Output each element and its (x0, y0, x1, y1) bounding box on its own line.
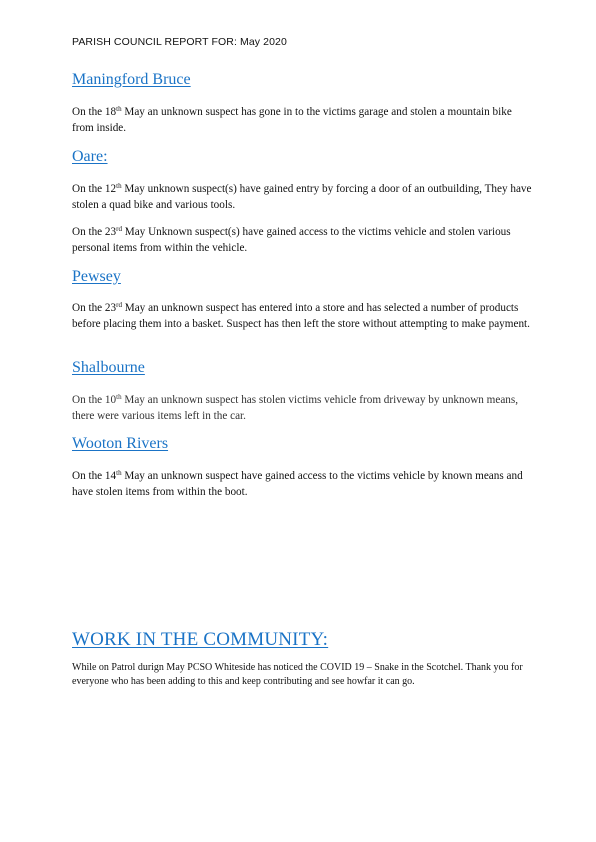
section-heading-community: WORK IN THE COMMUNITY: (72, 629, 329, 650)
incident-paragraph: On the 23rd May an unknown suspect has entered into a store and has selected a number of products before placing them into a basket. Suspect has then left the store without attempting to make payment. (72, 301, 530, 330)
incident-paragraph: On the 12th May unknown suspect(s) have gained entry by forcing a door of an outbuilding, They have stolen a quad bike and various tools. (72, 182, 532, 211)
community-paragraph: While on Patrol durign May PCSO Whiteside has noticed the COVID 19 – Snake in the Scotchel. Thank you for everyone who has been adding to this and keep contributing and see howfar it can go. (72, 662, 523, 687)
section-heading-shalbourne: Shalbourne (72, 359, 145, 376)
section-heading-oare: Oare: (72, 148, 108, 165)
incident-paragraph: On the 14th May an unknown suspect have gained access to the victims vehicle by known means and have stolen items from within the boot. (72, 469, 523, 498)
incident-paragraph: On the 23rd May Unknown suspect(s) have gained access to the victims vehicle and stolen various personal items from within the vehicle. (72, 225, 511, 254)
report-header: PARISH COUNCIL REPORT FOR: May 2020 (72, 36, 287, 48)
incident-paragraph: On the 10th May an unknown suspect has stolen victims vehicle from driveway by unknown means, there were various items left in the car. (72, 393, 519, 422)
section-heading-wooton-rivers: Wooton Rivers (72, 435, 169, 452)
section-heading-pewsey: Pewsey (72, 268, 121, 285)
incident-paragraph: On the 18th May an unknown suspect has gone in to the victims garage and stolen a mountain bike from inside. (72, 105, 512, 134)
section-heading-maningford-bruce: Maningford Bruce (72, 71, 191, 88)
